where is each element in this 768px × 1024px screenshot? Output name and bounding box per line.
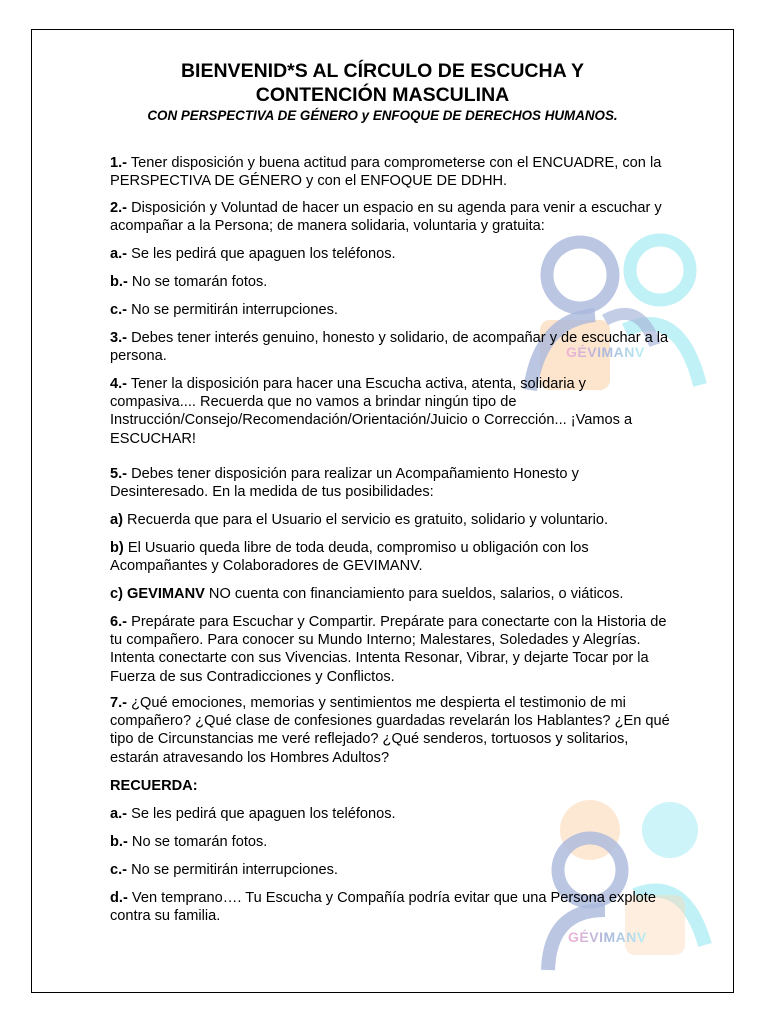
recuerda-item-c: c.- No se permitirán interrupciones. (110, 862, 338, 878)
recuerda-item-b: b.- No se tomarán fotos. (110, 834, 268, 850)
paragraph-5: 5.- Debes tener disposición para realizar un Acompañamiento Honesto y Desinteresado. En la medida de tus posibilidades: (110, 466, 579, 501)
paragraph-5b: b) El Usuario queda libre de toda deuda, compromiso u obligación con los Acompañantes y Colaboradores de GEVIMANV. (110, 540, 589, 575)
recuerda-heading: RECUERDA: (110, 778, 198, 794)
paragraph-1: 1.- Tener disposición y buena actitud para comprometerse con el ENCUADRE, con la PERSPECTIVA DE GÉNERO y con el ENFOQUE DE DDHH. (110, 155, 662, 190)
paragraph-7: 7.- ¿Qué emociones, memorias y sentimientos me despierta el testimonio de mi compañero? ¿Qué clase de confesiones guardadas revelarán los Hablantes? ¿En qué tipo de Circunstancias me veré reflejado? ¿Qué senderos, tortuosos y solitarios, estarán atravesando los Hombres Adultos? (110, 695, 670, 766)
paragraph-4: 4.- Tener la disposición para hacer una Escucha activa, atenta, solidaria y compasiva.... Recuerda que no vamos a brindar ningún tipo de Instrucción/Consejo/Recomendación/Orientación/Juicio o Corrección... ¡Vamos a ESCUCHAR! (110, 376, 633, 447)
paragraph-3: 3.- Debes tener interés genuino, honesto y solidario, de acompañar y de escuchar a la persona. (110, 330, 669, 365)
watermark-logo-text: GÉVIMANV (568, 929, 647, 945)
watermark-logo-text: GÉVIMANV (566, 344, 645, 360)
recuerda-item-d: d.- Ven temprano…. Tu Escucha y Compañía podría evitar que una Persona explote contra su familia. (110, 890, 656, 925)
paragraph-2a: a.- Se les pedirá que apaguen los teléfonos. (110, 246, 396, 262)
document-title-line-1: BIENVENID*S AL CÍRCULO DE ESCUCHA Y (180, 60, 585, 82)
recuerda-item-a: a.- Se les pedirá que apaguen los teléfonos. (110, 806, 396, 822)
document-subtitle: CON PERSPECTIVA DE GÉNERO y ENFOQUE DE DERECHOS HUMANOS. (147, 108, 618, 123)
paragraph-2c: c.- No se permitirán interrupciones. (110, 302, 338, 318)
paragraph-5c: c) GEVIMANV NO cuenta con financiamiento para sueldos, salarios, o viáticos. (110, 586, 624, 602)
document-title-line-2: CONTENCIÓN MASCULINA (255, 84, 510, 106)
paragraph-6: 6.- Prepárate para Escuchar y Compartir. Prepárate para conectarte con la Historia de tu compañero. Para conocer su Mundo Interno; Malestares, Soledades y Alegrías. Intenta conectarte con sus Vivencias. Intenta Resonar, Vibrar, y dejarte Tocar por la Fuerza de sus Contradicciones y Conflictos. (110, 614, 667, 685)
paragraph-2: 2.- Disposición y Voluntad de hacer un espacio en su agenda para venir a escuchar y acompañar a la Persona; de manera solidaria, voluntaria y gratuita: (110, 200, 662, 235)
paragraph-2b: b.- No se tomarán fotos. (110, 274, 268, 290)
paragraph-5a: a) Recuerda que para el Usuario el servicio es gratuito, solidario y voluntario. (110, 512, 609, 528)
